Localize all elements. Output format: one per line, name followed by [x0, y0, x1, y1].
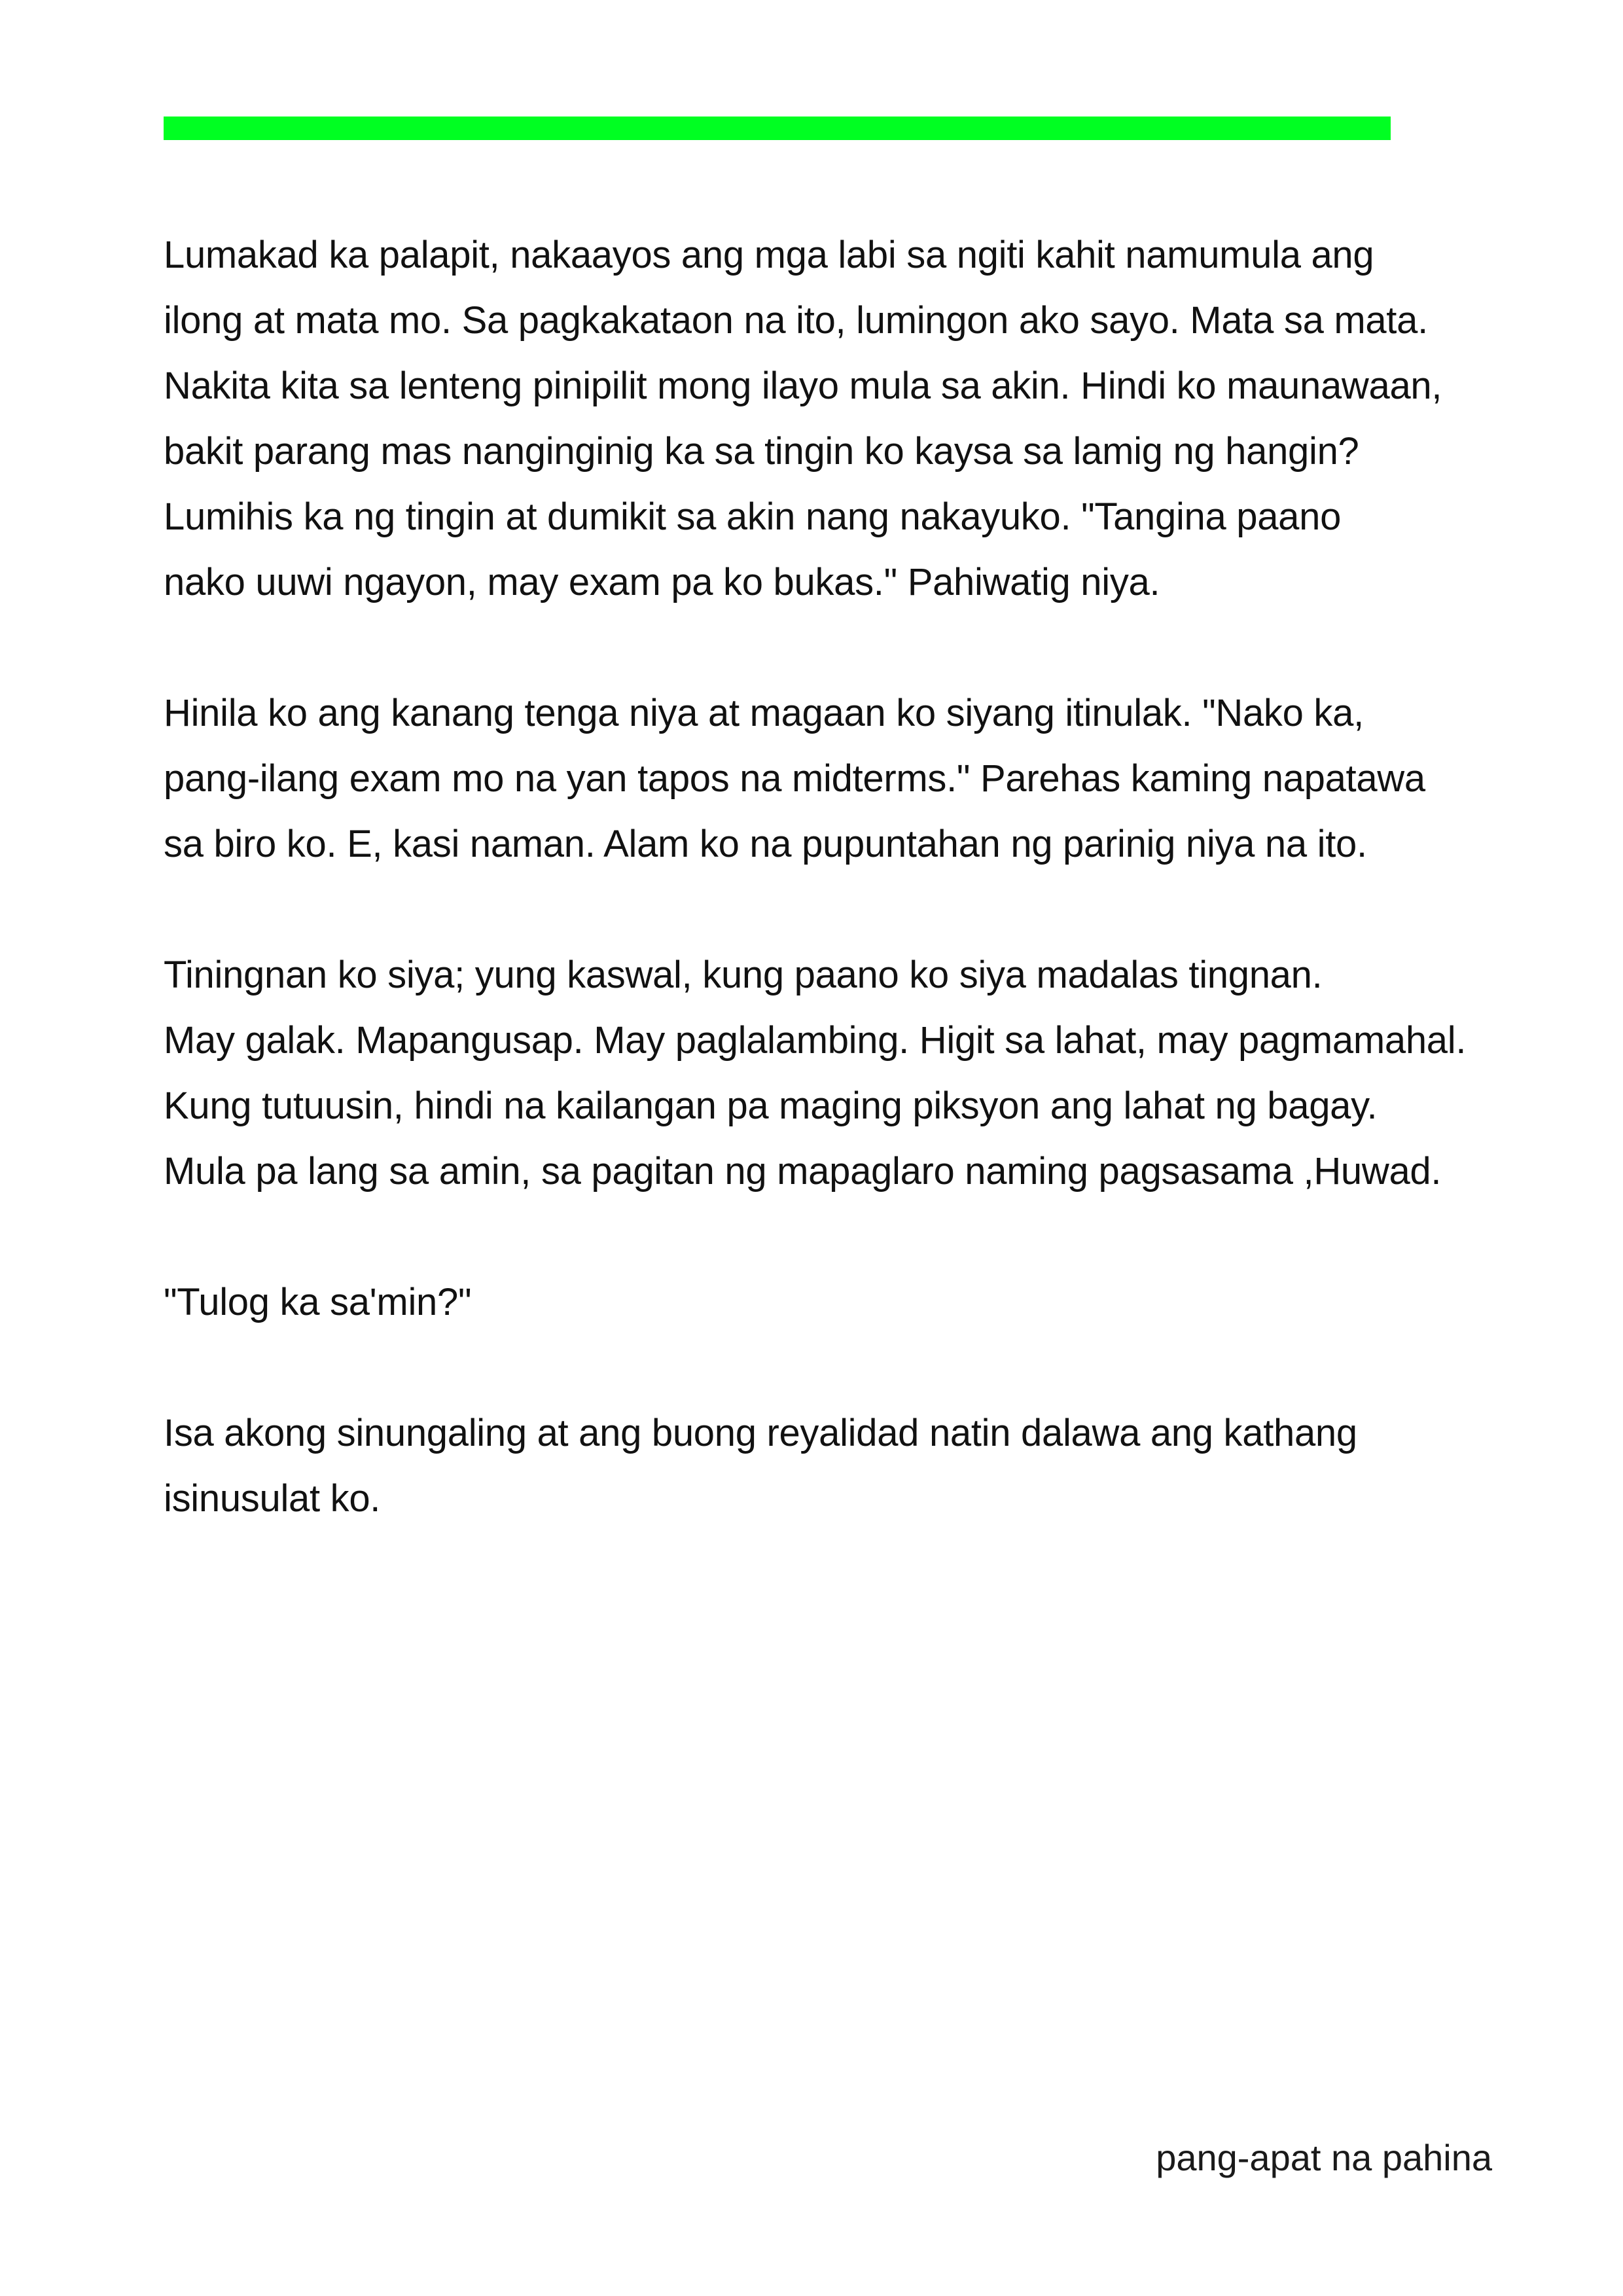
text-line: Mula pa lang sa amin, sa pagitan ng mapaglaro naming pagsasama ,Huwad.: [164, 1150, 1442, 1193]
paragraph-3: [164, 942, 1505, 1204]
text-line: "Tulog ka sa'min?": [164, 1281, 472, 1323]
text-line: Hinila ko ang kanang tenga niya at magaan ko siyang itinulak. "Nako ka,: [164, 692, 1364, 734]
paragraph-4: [164, 1270, 1505, 1335]
paragraph-1: [164, 223, 1505, 615]
text-line: Lumihis ka ng tingin at dumikit sa akin nang nakayuko. "Tangina paano: [164, 495, 1342, 538]
text-line: Isa akong sinungaling at ang buong reyalidad natin dalawa ang kathang: [164, 1412, 1357, 1454]
accent-bar: [164, 117, 1391, 140]
text-line: May galak. Mapangusap. May paglalambing. Higit sa lahat, may pagmamahal.: [164, 1019, 1467, 1062]
document-body: [164, 223, 1505, 1532]
text-line: Nakita kita sa lenteng pinipilit mong ilayo mula sa akin. Hindi ko maunawaan,: [164, 365, 1442, 407]
text-line: nako uuwi ngayon, may exam pa ko bukas." Pahiwatig niya.: [164, 561, 1160, 603]
text-line: bakit parang mas nanginginig ka sa tingin ko kaysa sa lamig ng hangin?: [164, 430, 1359, 473]
paragraph-2: [164, 681, 1505, 877]
text-line: pang-ilang exam mo na yan tapos na midterms." Parehas kaming napatawa: [164, 757, 1425, 800]
text-line: Tiningnan ko siya; yung kaswal, kung paano ko siya madalas tingnan.: [164, 954, 1323, 996]
text-line: sa biro ko. E, kasi naman. Alam ko na pupuntahan ng parinig niya na ito.: [164, 823, 1367, 865]
text-line: ilong at mata mo. Sa pagkakataon na ito, lumingon ako sayo. Mata sa mata.: [164, 299, 1428, 342]
text-line: Kung tutuusin, hindi na kailangan pa maging piksyon ang lahat ng bagay.: [164, 1085, 1378, 1127]
paragraph-5: [164, 1401, 1505, 1532]
text-line: isinusulat ko.: [164, 1477, 381, 1520]
page-number-label: pang-apat na pahina: [1156, 2137, 1492, 2178]
text-line: Lumakad ka palapit, nakaayos ang mga labi sa ngiti kahit namumula ang: [164, 234, 1374, 276]
